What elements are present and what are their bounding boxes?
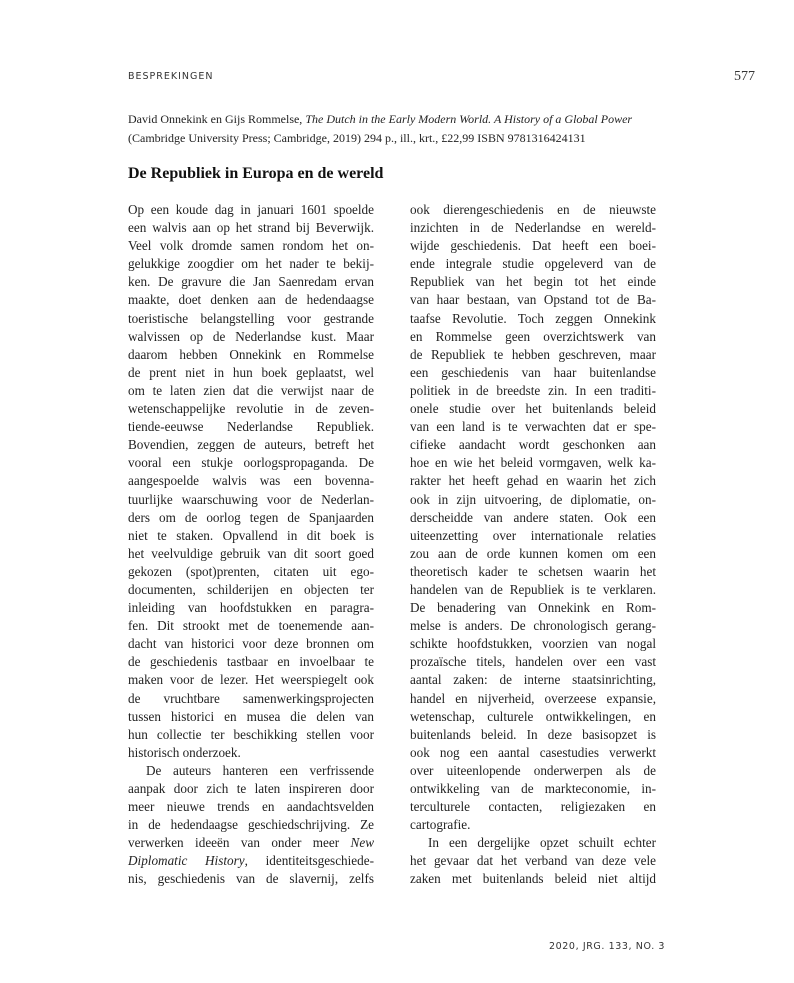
issue-footer: 2020, JRG. 133, NO. 3 [549,941,666,952]
text-line: een walvis aan op het strand bij Beverwijk. [128,220,374,236]
text-line: daarom hebben Onnekink en Rommelse [128,346,374,362]
text-line: ontwikkeling van de markteconomie, in- [410,781,656,796]
text-line: de vruchtbare samenwerkingsprojecten [128,690,374,706]
text-line: ook in zijn uitvoering, de diplomatie, on- [410,491,656,507]
text-line: cifieke aandacht wordt geschonken aan [410,437,656,453]
text-line: Bovendien, zeggen de auteurs, betreft het [128,437,374,453]
text-line: tussen historici en musea die delen van [128,708,374,724]
text-line: tiende-eeuwse Nederlandse Republiek. [128,419,374,435]
text-line: wetenschap, culturele ontwikkelingen, en [410,708,656,724]
text-line: aangespoelde walvis was een bovenna- [128,473,374,489]
text-line: Op een koude dag in januari 1601 spoelde [128,202,374,217]
text-line: politiek in de breedste zin. In een traditi- [410,382,656,398]
running-head: BESPREKINGEN [128,71,214,82]
text-line: van haar bestaan, van Opstand tot de Ba- [410,292,656,308]
text-line: documenten, schilderijen en objecten ter [128,581,374,597]
text-line: wijde geschiedenis. Dat heeft een boei- [410,238,656,254]
body-column-left [128,201,374,889]
text-line: handelen van de Republiek is te verklaren. [410,581,656,597]
text-line: nis, geschiedenis van de slavernij, zelfs [128,871,374,887]
text-line [128,834,374,852]
text-line: ende integrale studie opgeleverd van de [410,256,656,272]
text-line [128,852,374,870]
text-line: het veelvuldige gebruik van dit soort goed [128,545,374,561]
text-line: hoe en wie het beleid vormgaven, welk ka- [410,455,656,471]
text-fragment: , identiteitsgeschiede- [244,853,374,869]
text-line: cartografie. [410,817,471,833]
italic-term: Diplomatic History [128,853,245,869]
text-line: tuurlijke waarschuwing voor de Nederlan- [128,491,374,507]
text-line: gekozen (spot)prenten, citaten uit ego- [128,563,374,579]
text-line: gelukkige zoogdier om het nader te bekij- [128,256,374,272]
text-line: maken voor de lezer. Het weerspiegelt ook [128,672,374,688]
text-line: meer nieuwe trends en aandachtsvelden [128,799,374,815]
text-line: en Rommelse geen overzichtswerk van [410,328,656,344]
text-line: uiteenzetting over internationale relaties [410,527,656,543]
italic-term: New [350,835,374,851]
text-line: toeristische belangstelling voor gestrande [128,310,374,326]
text-line: aantal zaken: de interne staatsinrichting, [410,672,656,688]
text-line: van een land is te verwachten dat er spe- [410,419,656,435]
text-line: schikte hoofdstukken, voorzien van nogal [410,636,656,652]
text-line: de prent niet in hun boek geplaatst, wel [128,364,374,380]
text-line: fen. Dit strookt met de toenemende aan- [128,618,374,634]
text-line: Republiek van het begin tot het einde [410,274,656,290]
text-line: walvissen op de Nederlandse kust. Maar [128,328,374,344]
text-line: het gevaar dat het verband van deze vele [410,853,656,869]
text-line: De auteurs hanteren een verfrissende [146,762,374,778]
page-number: 577 [734,69,755,84]
text-line: ders om de oorlog tegen de Spanjaarden [128,509,374,525]
text-line: ken. De gravure die Jan Saenredam ervan [128,274,374,290]
text-line: handel en nijverheid, overzeese expansie, [410,690,656,706]
text-line: de Republiek te hebben geschreven, maar [410,346,656,362]
text-line: wetenschappelijke revolutie in de zeven- [128,401,374,417]
text-line: taafse Revolutie. Toch zeggen Onnekink [410,310,656,326]
text-line: prozaïsche titels, handelen over een vast [410,654,656,670]
text-line: buitenlands beleid. In deze basisopzet is [410,726,656,742]
text-line: melse is anders. De chronologisch gerang- [410,618,656,634]
text-line: inleiding van hoofdstukken en paragra- [128,600,374,616]
text-line: derscheidde van andere staten. Ook een [410,509,656,525]
text-line: een geschiedenis van haar buitenlandse [410,364,656,380]
text-line: vooral een stukje oorlogspropaganda. De [128,455,374,471]
section-title: De Republiek in Europa en de wereld [128,165,384,182]
text-line: historisch onderzoek. [128,744,241,760]
citation-book-title: The Dutch in the Early Modern World. A History of a Global Power [305,112,633,126]
text-line: inzichten in de Nederlandse en wereld- [410,220,656,236]
text-line: De benadering van Onnekink en Rom- [410,600,656,616]
text-line: aanpak door zich te laten inspireren door [128,781,374,796]
text-line: theoretisch kader te schetsen waarin het [410,563,656,579]
text-line: om te laten zien dat die verwijst naar de [128,382,374,398]
text-line: onele studie over het buitenlands beleid [410,401,656,417]
text-line: maakte, doet denken aan de hedendaagse [128,292,374,308]
text-line: terculturele contacten, religiezaken en [410,799,656,815]
body-column-right [410,201,656,889]
book-citation [128,110,688,148]
text-line: ook nog een aantal casestudies verwerkt [410,744,656,760]
text-line: zaken met buitenlands beleid niet altijd [410,871,656,887]
text-line: zou aan de orde kunnen komen om een [410,545,656,561]
text-line: de geschiedenis tastbaar en invoelbaar te [128,654,374,670]
text-line: Veel volk dromde samen rondom het on- [128,238,374,254]
text-line: niet te staken. Opvallend in dit boek is [128,527,374,543]
text-line: dacht van historici voor deze bronnen om [128,636,374,652]
text-line: over uiteenlopende onderwerpen als de [410,762,656,778]
text-line: rakter het heeft gehad en waarin het zich [410,473,656,489]
text-line: hun collectie ter beschikking stellen voor [128,726,374,742]
text-line: In een dergelijke opzet schuilt echter [428,835,656,851]
text-line: in de hedendaagse geschiedschrijving. Ze [128,817,374,833]
text-line: ook dierengeschiedenis en de nieuwste [410,202,656,217]
text-fragment: verwerken ideeën van onder meer [128,835,351,851]
citation-authors: David Onnekink en Gijs Rommelse, [128,112,306,126]
citation-publication: (Cambridge University Press; Cambridge, 2019) 294 p., ill., krt., £22,99 ISBN 9781316424131 [128,131,586,145]
